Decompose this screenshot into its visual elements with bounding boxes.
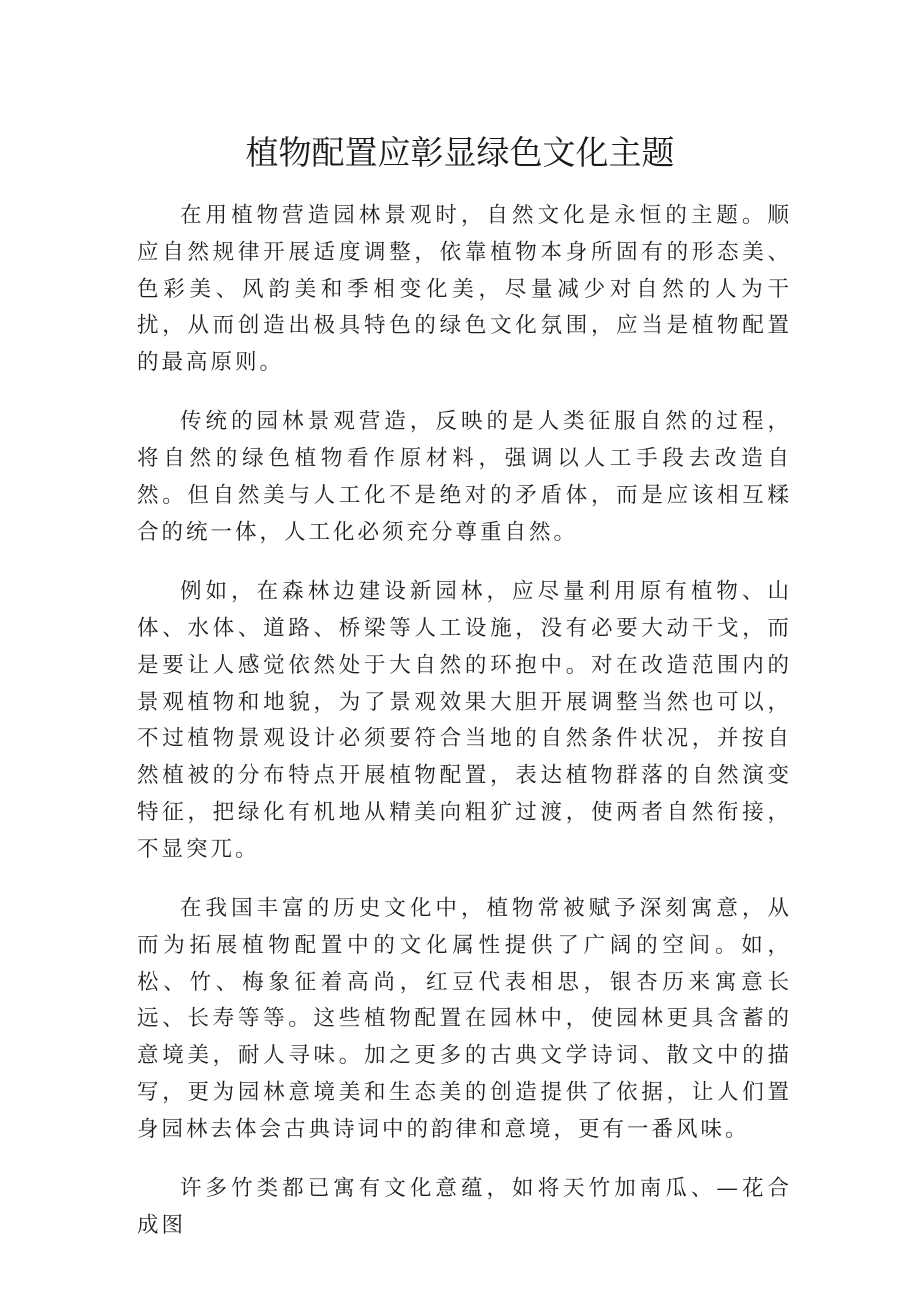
paragraph-4: 在我国丰富的历史文化中，植物常被赋予深刻寓意，从而为拓展植物配置中的文化属性提供了广阔的空间。如，松、竹、梅象征着高尚，红豆代表相思，银杏历来寓意长远、长寿等等。这些植物配置在园林中，使园林更具含蓄的意境美，耐人寻味。加之更多的古典文学诗词、散文中的描写，更为园林意境美和生态美的创造提供了依据，让人们置身园林去体会古典诗词中的韵律和意境，更有一番风味。 bbox=[137, 896, 792, 1142]
paragraph-1: 在用植物营造园林景观时，自然文化是永恒的主题。顺应自然规律开展适度调整，依靠植物本身所固有的形态美、色彩美、风韵美和季相变化美，尽量减少对自然的人为干扰，从而创造出极具特色的绿色文化氛围，应当是植物配置的最高原则。 bbox=[137, 203, 792, 376]
paragraph-3: 例如，在森林边建设新园林，应尽量利用原有植物、山体、水体、道路、桥梁等人工设施，没有必要大动干戈，而是要让人感觉依然处于大自然的环抱中。对在改造范围内的景观植物和地貌，为了景观效果大胆开展调整当然也可以，不过植物景观设计必须要符合当地的自然条件状况，并按自然植被的分布特点开展植物配置，表达植物群落的自然演变特征，把绿化有机地从精美向粗犷过渡，使两者自然衔接，不显突兀。 bbox=[137, 579, 792, 862]
paragraph-2: 传统的园林景观营造，反映的是人类征服自然的过程，将自然的绿色植物看作原材料，强调以人工手段去改造自然。但自然美与人工化不是绝对的矛盾体，而是应该相互糅合的统一体，人工化必须充分尊重自然。 bbox=[137, 409, 792, 545]
document-body bbox=[137, 198, 792, 1267]
document-title: 植物配置应彰显绿色文化主题 bbox=[245, 133, 675, 172]
paragraph-5: 许多竹类都已寓有文化意蕴，如将天竹加南瓜、—花合成图 bbox=[137, 1176, 792, 1238]
